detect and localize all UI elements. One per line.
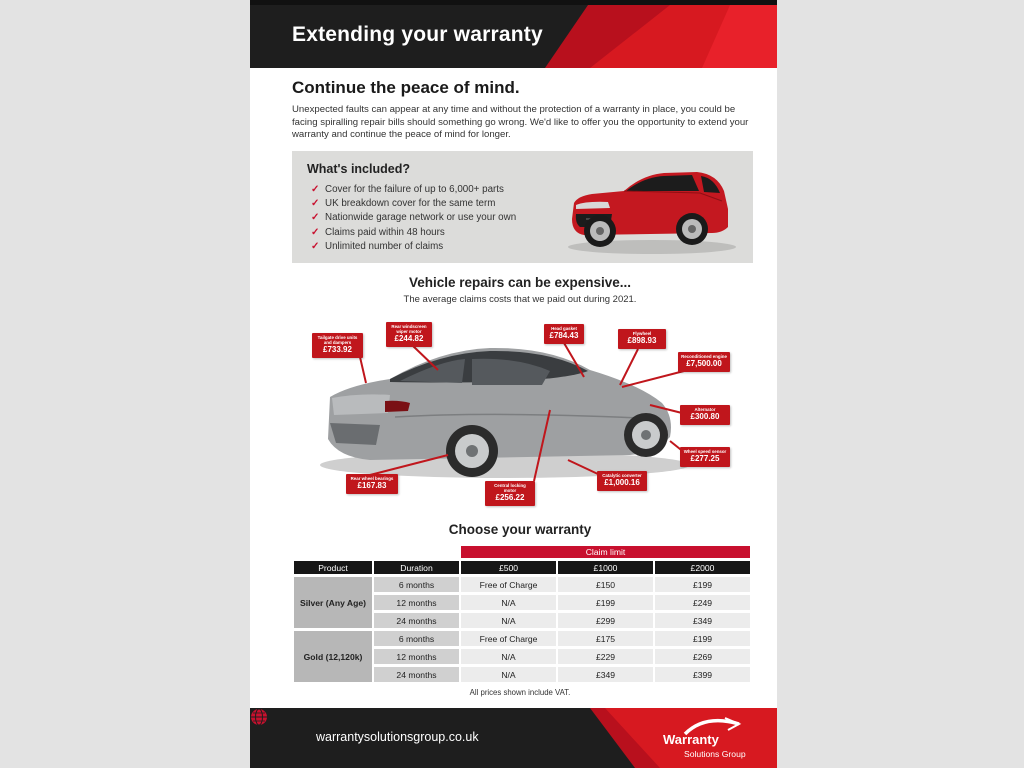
price-cell: Free of Charge [461,631,556,646]
whats-included-heading: What's included? [307,162,410,176]
check-icon: ✓ [311,184,320,195]
silver-car-image [320,348,690,478]
website-link[interactable]: warrantysolutionsgroup.co.uk [316,730,479,744]
check-icon: ✓ [311,198,320,210]
price-cell: £299 [558,613,653,628]
repairs-subheading: The average claims costs that we paid out during 2021. [403,294,637,305]
product-name-silver: Silver (Any Age) [294,577,372,628]
repair-label-wheel-bearings: Rear wheel bearings £167.83 [346,474,398,494]
price-cell: N/A [461,613,556,628]
repair-label-alternator: Alternator £300.80 [680,405,730,425]
repair-label-head-gasket: Head gasket £784.43 [544,324,584,344]
price-cell: £399 [655,667,750,682]
repair-label-engine: Reconditioned engine £7,500.00 [678,352,730,372]
logo-text-main: Warranty [663,732,719,747]
price-cell: £199 [655,631,750,646]
header-banner [250,5,777,68]
duration-cell: 24 months [374,667,459,682]
price-cell: £249 [655,595,750,610]
price-cell: N/A [461,649,556,664]
red-suv-image [562,161,737,256]
price-cell: Free of Charge [461,577,556,592]
price-cell: N/A [461,667,556,682]
whats-included-panel [292,151,753,263]
price-cell: £199 [655,577,750,592]
globe-icon [250,708,268,726]
claim-limit-row [294,546,750,558]
included-item: ✓ Nationwide garage network or use your own [311,211,516,225]
column-header-duration: Duration [374,561,459,574]
footer-banner [250,708,777,768]
duration-cell: 12 months [374,595,459,610]
price-cell: £175 [558,631,653,646]
repair-label-wiper-motor: Rear windscreen wiper motor £244.82 [386,322,432,347]
price-cell: N/A [461,595,556,610]
included-item: ✓ UK breakdown cover for the same term [311,197,516,211]
included-item: ✓ Unlimited number of claims [311,240,516,254]
included-list [311,183,516,254]
choose-warranty-heading: Choose your warranty [448,522,592,537]
column-header-product: Product [294,561,372,574]
product-name-gold: Gold (12,120k) [294,631,372,682]
table-row [294,577,750,592]
intro-paragraph: Unexpected faults can appear at any time and without the protection of a warranty in place, you could be facing spiralling repair bills should something go wrong. We'd like to offer you the opportunity to extend your warranty and continue the peace of mind for longer. [292,104,749,141]
included-item: ✓ Claims paid within 48 hours [311,226,516,240]
intro-heading: Continue the peace of mind. [292,78,520,97]
column-header-1000: £1000 [558,561,653,574]
price-cell: £349 [655,613,750,628]
warranty-solutions-logo [655,712,765,766]
repair-label-tailgate: Tailgate drive units and dampers £733.92 [312,333,363,358]
repair-label-central-locking: Central locking motor £256.22 [485,481,535,506]
check-icon: ✓ [311,212,320,224]
repair-label-flywheel: Flywheel £898.93 [618,329,666,349]
column-header-2000: £2000 [655,561,750,574]
price-cell: £349 [558,667,653,682]
warranty-leaflet [250,0,777,768]
column-header-row [294,561,750,574]
price-cell: £229 [558,649,653,664]
column-header-500: £500 [461,561,556,574]
warranty-price-table [292,543,752,685]
repairs-heading: Vehicle repairs can be expensive... [408,275,632,290]
vat-note: All prices shown include VAT. [469,688,571,697]
duration-cell: 24 months [374,613,459,628]
duration-cell: 6 months [374,631,459,646]
price-cell: £199 [558,595,653,610]
duration-cell: 12 months [374,649,459,664]
duration-cell: 6 months [374,577,459,592]
logo-text-sub: Solutions Group [684,749,746,759]
page-title: Extending your warranty [292,23,543,46]
claim-limit-header: Claim limit [461,546,750,558]
repair-label-catalytic: Catalytic converter £1,000.16 [597,471,647,491]
included-item: ✓ Cover for the failure of up to 6,000+ parts [311,183,516,197]
check-icon: ✓ [311,240,320,252]
repair-label-wheel-sensor: Wheel speed sensor £277.25 [680,447,730,467]
check-icon: ✓ [311,226,320,238]
price-cell: £269 [655,649,750,664]
table-row [294,631,750,646]
price-cell: £150 [558,577,653,592]
